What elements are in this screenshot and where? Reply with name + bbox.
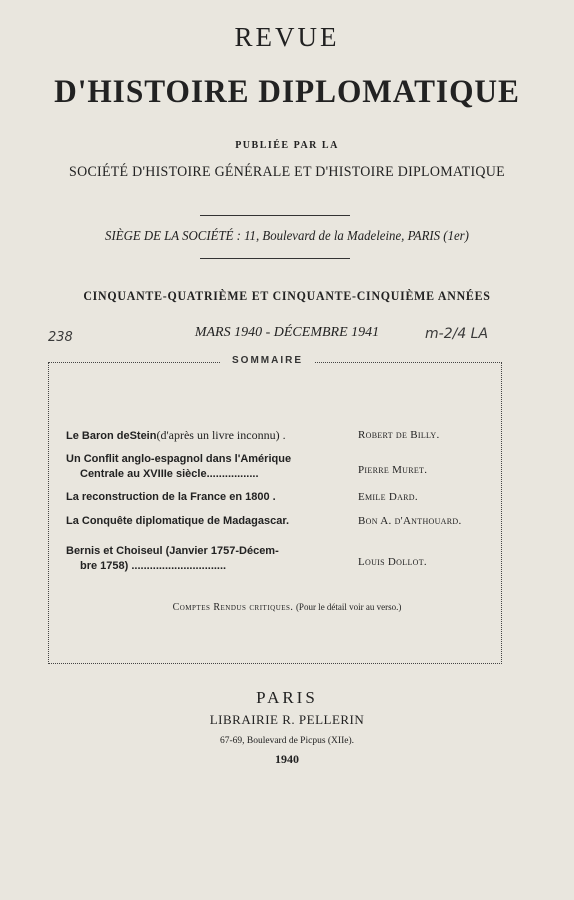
reviews-label: Comptes Rendus critiques.	[172, 602, 294, 613]
toc-item-author: Pierre Muret.	[358, 464, 428, 476]
toc-title-bold: Le Baron deStein	[66, 430, 157, 442]
publication-year: 1940	[275, 752, 299, 766]
society-seat	[14, 228, 559, 244]
reviews-line	[0, 602, 574, 613]
toc-item-author: Emile Dard.	[358, 491, 418, 503]
toc-item-title: La Conquête diplomatique de Madagascar.	[66, 515, 290, 527]
toc-item-author: Louis Dollot.	[358, 556, 427, 568]
divider-top	[200, 215, 350, 216]
issue-years: CINQUANTE-QUATRIÈME ET CINQUANTE-CINQUIÈME ANNÉES	[83, 289, 491, 303]
publisher-address: 67-69, Boulevard de Picpus (XIIe).	[219, 736, 355, 746]
society-name: SOCIÉTÉ D'HISTOIRE GÉNÉRALE ET D'HISTOIRE DIPLOMATIQUE	[69, 164, 505, 180]
toc-title-note: (d'après un livre inconnu) .	[156, 428, 286, 442]
handwritten-number: 238	[48, 330, 73, 345]
toc-title-line2: bre 1758) ...............................	[80, 560, 227, 572]
toc-item-title	[66, 452, 291, 482]
toc-item-title	[66, 428, 286, 444]
sommaire-frame	[48, 362, 502, 664]
publisher-name: LIBRAIRIE R. PELLERIN	[209, 712, 365, 727]
sommaire-heading: SOMMAIRE	[220, 355, 315, 366]
toc-item-title: La reconstruction de la France en 1800 .	[66, 491, 276, 503]
toc-item-author: Bon A. d'Anthouard.	[358, 515, 462, 527]
publisher-city: PARIS	[256, 688, 318, 707]
toc-item-title	[66, 544, 279, 574]
toc-title-line2: Centrale au XVIIIe siècle.................	[80, 468, 259, 480]
toc-title-bold: Bernis et Choiseul (Janvier 1757-Décem-	[66, 545, 279, 557]
revue-heading: REVUE	[234, 22, 340, 52]
seat-address: : 11, Boulevard de la Madeleine, PARIS (1er)	[236, 228, 469, 243]
published-by-line: PUBLIÉE PAR LA	[235, 140, 339, 151]
issue-dates: MARS 1940 - DÉCEMBRE 1941	[194, 325, 380, 340]
handwritten-shelfmark: m-2/4 LA	[425, 326, 489, 342]
toc-title-bold: Un Conflit anglo-espagnol dans l'Amérique	[66, 453, 292, 465]
divider-bottom	[200, 258, 350, 259]
toc-item-author: Robert de Billy.	[358, 429, 440, 441]
journal-title: D'HISTOIRE DIPLOMATIQUE	[54, 74, 520, 110]
seat-label: SIÈGE DE LA SOCIÉTÉ	[105, 228, 234, 243]
reviews-note: (Pour le détail voir au verso.)	[295, 602, 402, 612]
